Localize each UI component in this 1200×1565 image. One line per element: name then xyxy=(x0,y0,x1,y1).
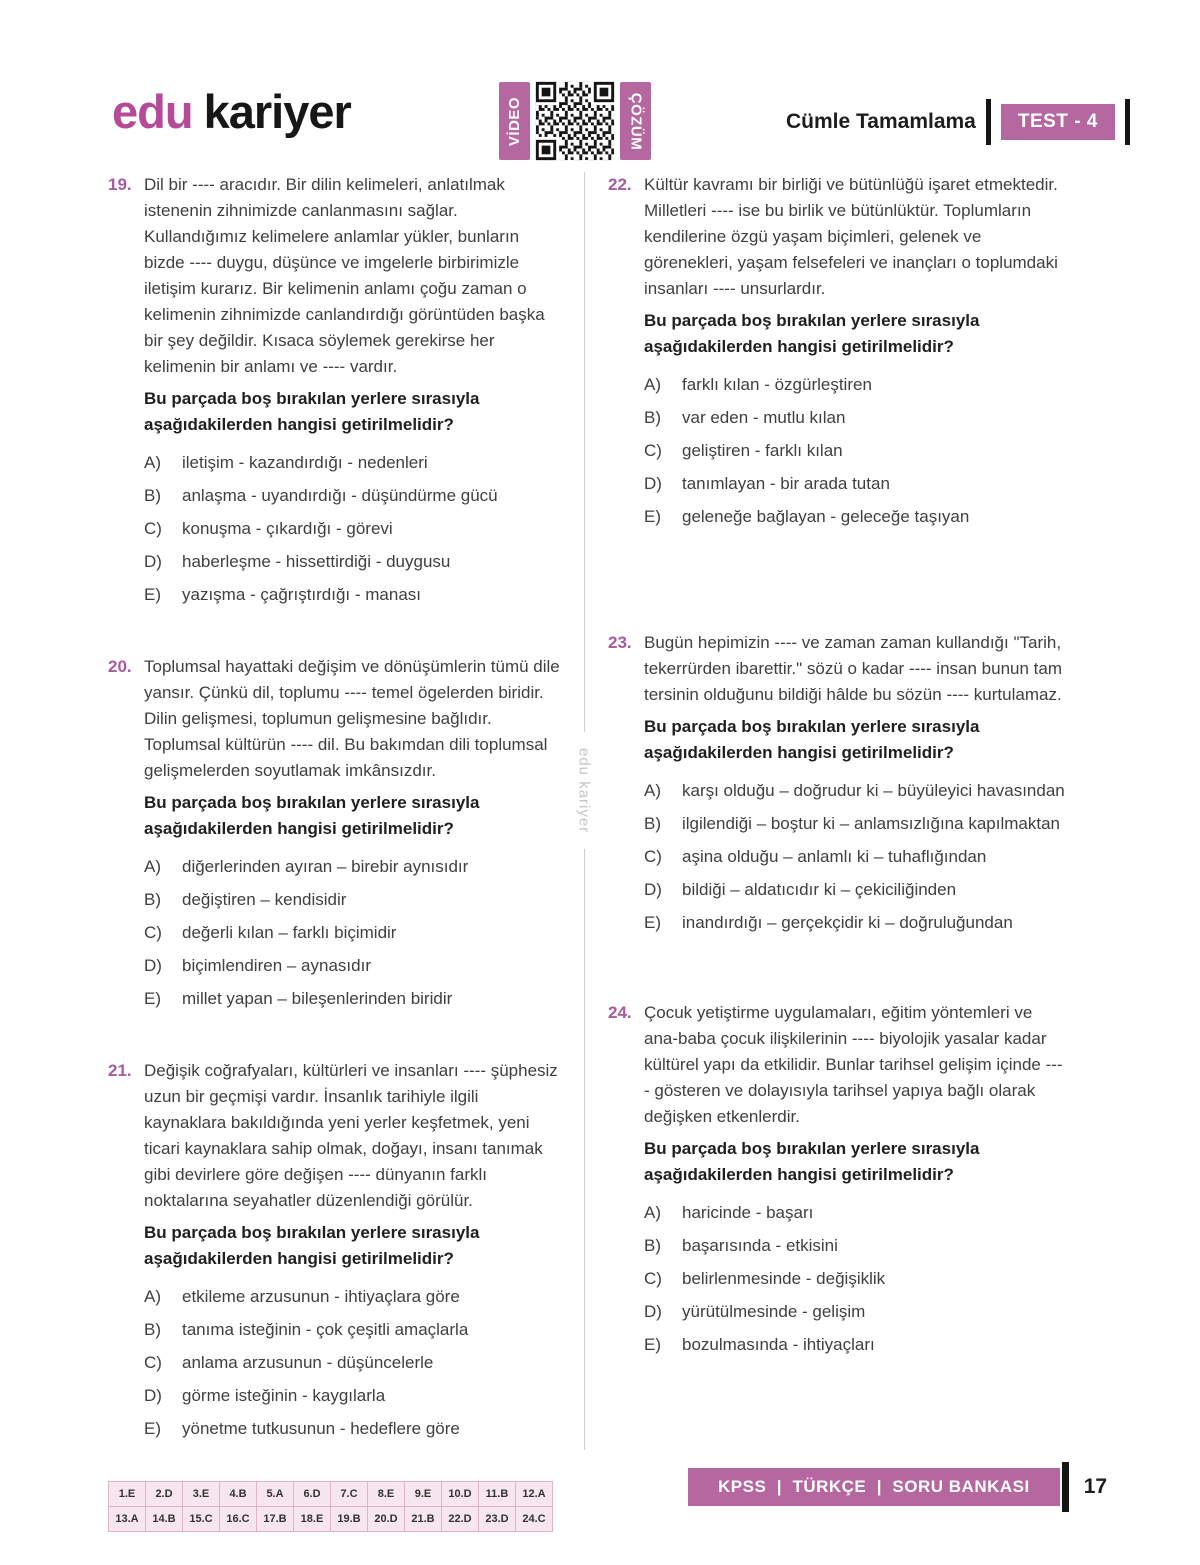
option-letter: A) xyxy=(144,1287,161,1306)
option-d xyxy=(644,1299,1065,1325)
option-e xyxy=(644,504,1065,530)
question-prompt: Bu parçada boş bırakılan yerlere sırasıyla aşağıdakilerden hangisi getirilmelidir? xyxy=(144,793,480,838)
option-text: anlama arzusunun - düşüncelerle xyxy=(182,1353,434,1372)
question-text: Kültür kavramı bir birliği ve bütünlüğü işaret etmektedir. Milletleri ---- ise bu birlik ve bütünlüktür. Toplumların kendilerine özgü yaşam biçimleri, gelenek ve görenekleri, yaşam felsefeleri ve inançları o toplumdaki insanları ---- unsurlardır. xyxy=(644,175,1058,298)
option-text: haricinde - başarı xyxy=(682,1203,814,1222)
question-prompt: Bu parçada boş bırakılan yerlere sırasıyla aşağıdakilerden hangisi getirilmelidir? xyxy=(644,1139,980,1184)
option-text: anlaşma - uyandırdığı - düşündürme gücü xyxy=(182,486,498,505)
answer-cell: 3.E xyxy=(183,1482,220,1507)
option-c xyxy=(144,1350,560,1376)
option-e xyxy=(644,910,1065,936)
option-letter: B) xyxy=(144,1320,161,1339)
question-number: 21. xyxy=(108,1061,132,1080)
answer-cell: 17.B xyxy=(257,1507,294,1532)
left-column xyxy=(108,172,560,1450)
answer-cell: 6.D xyxy=(294,1482,331,1507)
question-20 xyxy=(108,654,560,1012)
video-solution-qr-group xyxy=(499,79,651,163)
question-prompt: Bu parçada boş bırakılan yerlere sırasıyla aşağıdakilerden hangisi getirilmelidir? xyxy=(644,311,980,356)
option-text: millet yapan – bileşenlerinden biridir xyxy=(182,989,453,1008)
logo-edu: edu xyxy=(112,85,193,138)
answer-cell: 11.B xyxy=(479,1482,516,1507)
answer-cell: 7.C xyxy=(331,1482,368,1507)
cozum-label-badge: ÇÖZÜM xyxy=(620,82,651,160)
answer-cell: 19.B xyxy=(331,1507,368,1532)
option-text: geleneğe bağlayan - geleceğe taşıyan xyxy=(682,507,970,526)
option-letter: C) xyxy=(644,441,662,460)
option-text: karşı olduğu – doğrudur ki – büyüleyici havasından xyxy=(682,781,1065,800)
question-columns xyxy=(108,172,1065,1450)
logo-kariyer: kariyer xyxy=(203,85,351,138)
answer-key-row-1 xyxy=(109,1482,553,1507)
option-letter: E) xyxy=(144,1419,161,1438)
option-e xyxy=(144,1416,560,1442)
option-e xyxy=(644,1332,1065,1358)
footer xyxy=(688,1462,1107,1512)
option-b xyxy=(644,811,1065,837)
option-b xyxy=(144,887,560,913)
option-d xyxy=(144,1383,560,1409)
option-text: diğerlerinden ayıran – birebir aynısıdır xyxy=(182,857,469,876)
option-e xyxy=(144,582,560,608)
option-text: başarısında - etkisini xyxy=(682,1236,838,1255)
option-c xyxy=(644,438,1065,464)
answer-cell: 12.A xyxy=(516,1482,553,1507)
answer-cell: 16.C xyxy=(220,1507,257,1532)
answer-cell: 10.D xyxy=(442,1482,479,1507)
option-b xyxy=(644,405,1065,431)
page-number: 17 xyxy=(1083,1475,1108,1498)
question-prompt: Bu parçada boş bırakılan yerlere sırasıyla aşağıdakilerden hangisi getirilmelidir? xyxy=(144,389,480,434)
answer-cell: 18.E xyxy=(294,1507,331,1532)
option-letter: D) xyxy=(644,474,662,493)
option-text: görme isteğinin - kaygılarla xyxy=(182,1386,386,1405)
option-c xyxy=(644,1266,1065,1292)
answer-key-row-2 xyxy=(109,1507,553,1532)
answer-cell: 22.D xyxy=(442,1507,479,1532)
question-23 xyxy=(608,630,1065,936)
option-letter: D) xyxy=(144,1386,162,1405)
option-letter: D) xyxy=(644,1302,662,1321)
option-letter: B) xyxy=(144,486,161,505)
option-text: belirlenmesinde - değişiklik xyxy=(682,1269,886,1288)
options-list xyxy=(644,372,1065,530)
question-text: Değişik coğrafyaları, kültürleri ve insanları ---- şüphesiz uzun bir geçmişi vardır. İnsanlık tarihiyle ilgili kaynaklara bakıldığında yeni yerler keşfetmek, yeni ticari kaynaklara sahip olmak, doğayı, insanı tanımak gibi devirlere göre değişen ---- dünyanın farklı noktalarına seyahatler düzenlendiği görülür. xyxy=(144,1061,558,1210)
column-gap xyxy=(560,172,608,1450)
options-list xyxy=(144,854,560,1012)
answer-cell: 15.C xyxy=(183,1507,220,1532)
brand-logo xyxy=(112,85,351,138)
qr-code-icon xyxy=(533,79,617,163)
answer-cell: 5.A xyxy=(257,1482,294,1507)
option-letter: A) xyxy=(144,453,161,472)
option-c xyxy=(144,516,560,542)
option-letter: E) xyxy=(644,913,661,932)
answer-cell: 1.E xyxy=(109,1482,146,1507)
option-text: değerli kılan – farklı biçimidir xyxy=(182,923,397,942)
option-letter: C) xyxy=(644,847,662,866)
option-text: haberleşme - hissettirdiği - duygusu xyxy=(182,552,451,571)
watermark: edu kariyer xyxy=(576,732,593,849)
section-title: Cümle Tamamlama xyxy=(786,110,976,133)
option-a xyxy=(644,372,1065,398)
option-b xyxy=(144,1317,560,1343)
question-text: Çocuk yetiştirme uygulamaları, eğitim yöntemleri ve ana-baba çocuk ilişkilerinin ---- biyolojik yasalar kadar kültürel yapı da etkilidir. Bunlar tarihsel gelişim içinde ---- gösteren ve dolayısıyla tarihsel yapıya bağlı olarak değişken etkenlerdir. xyxy=(644,1003,1063,1126)
option-text: bildiği – aldatıcıdır ki – çekiciliğinden xyxy=(682,880,957,899)
option-text: geliştiren - farklı kılan xyxy=(682,441,843,460)
header-divider-bar xyxy=(1125,99,1130,145)
option-d xyxy=(644,471,1065,497)
option-d xyxy=(644,877,1065,903)
option-c xyxy=(144,920,560,946)
option-letter: E) xyxy=(644,507,661,526)
question-21 xyxy=(108,1058,560,1442)
option-letter: D) xyxy=(644,880,662,899)
answer-cell: 9.E xyxy=(405,1482,442,1507)
option-letter: C) xyxy=(144,1353,162,1372)
answer-cell: 24.C xyxy=(516,1507,553,1532)
option-a xyxy=(644,1200,1065,1226)
answer-cell: 4.B xyxy=(220,1482,257,1507)
option-letter: A) xyxy=(144,857,161,876)
option-text: değiştiren – kendisidir xyxy=(182,890,347,909)
option-letter: A) xyxy=(644,781,661,800)
option-letter: C) xyxy=(144,923,162,942)
options-list xyxy=(144,450,560,608)
option-a xyxy=(144,1284,560,1310)
option-letter: B) xyxy=(644,1236,661,1255)
option-text: yürütülmesinde - gelişim xyxy=(682,1302,866,1321)
option-letter: D) xyxy=(144,552,162,571)
option-text: farklı kılan - özgürleştiren xyxy=(682,375,872,394)
question-number: 19. xyxy=(108,175,132,194)
question-text: Toplumsal hayattaki değişim ve dönüşümlerin tümü dile yansır. Çünkü dil, toplumu ---- temel ögelerden biridir. Dilin gelişmesi, toplumun gelişmesine bağlıdır. Toplumsal kültürün ---- dil. Bu bakımdan dili toplumsal gelişmelerden soyutlamak imkânsızdır. xyxy=(144,657,560,780)
option-text: ilgilendiği – boştur ki – anlamsızlığına kapılmaktan xyxy=(682,814,1060,833)
option-letter: C) xyxy=(644,1269,662,1288)
option-letter: A) xyxy=(644,1203,661,1222)
answer-key-table xyxy=(108,1481,553,1532)
option-text: aşina olduğu – anlamlı ki – tuhaflığından xyxy=(682,847,987,866)
option-text: iletişim - kazandırdığı - nedenleri xyxy=(182,453,428,472)
footer-banner: KPSS | TÜRKÇE | SORU BANKASI xyxy=(688,1468,1060,1506)
option-letter: B) xyxy=(144,890,161,909)
option-text: bozulmasında - ihtiyaçları xyxy=(682,1335,875,1354)
option-a xyxy=(144,854,560,880)
option-b xyxy=(144,483,560,509)
option-text: tanımlayan - bir arada tutan xyxy=(682,474,890,493)
question-text: Dil bir ---- aracıdır. Bir dilin kelimeleri, anlatılmak istenenin zihnimizde canlanmasını sağlar. Kullandığımız kelimelere anlamlar yükler, bunların bizde ---- duygu, düşünce ve imgelerle birbirimizle iletişim kurarız. Bir kelimenin anlamı çoğu zaman o kelimenin zihnimizde canlandırdığı görüntüden başka bir şey değildir. Kısaca söylemek gerekirse her kelimenin bir anlamı ve ---- vardır. xyxy=(144,175,545,376)
option-text: yazışma - çağrıştırdığı - manası xyxy=(182,585,422,604)
answer-cell: 2.D xyxy=(146,1482,183,1507)
question-19 xyxy=(108,172,560,608)
question-22 xyxy=(608,172,1065,530)
right-column xyxy=(608,172,1065,1450)
option-text: var eden - mutlu kılan xyxy=(682,408,846,427)
header-divider-bar xyxy=(986,99,991,145)
question-prompt: Bu parçada boş bırakılan yerlere sırasıyla aşağıdakilerden hangisi getirilmelidir? xyxy=(644,717,980,762)
option-letter: C) xyxy=(144,519,162,538)
option-letter: E) xyxy=(144,585,161,604)
answer-cell: 20.D xyxy=(368,1507,405,1532)
video-label-badge: VİDEO xyxy=(499,82,530,160)
answer-cell: 8.E xyxy=(368,1482,405,1507)
option-c xyxy=(644,844,1065,870)
option-text: biçimlendiren – aynasıdır xyxy=(182,956,371,975)
question-number: 24. xyxy=(608,1003,632,1022)
question-prompt: Bu parçada boş bırakılan yerlere sırasıyla aşağıdakilerden hangisi getirilmelidir? xyxy=(144,1223,480,1268)
answer-cell: 14.B xyxy=(146,1507,183,1532)
option-text: etkileme arzusunun - ihtiyaçlara göre xyxy=(182,1287,460,1306)
option-e xyxy=(144,986,560,1012)
question-text: Bugün hepimizin ---- ve zaman zaman kullandığı "Tarih, tekerrürden ibarettir." sözü o kadar ---- insan bunun tam tersinin olduğunu bildiği hâlde bu sözün ---- kurtulamaz. xyxy=(644,633,1063,704)
option-text: inandırdığı – gerçekçidir ki – doğruluğundan xyxy=(682,913,1013,932)
question-number: 23. xyxy=(608,633,632,652)
option-letter: B) xyxy=(644,814,661,833)
options-list xyxy=(644,778,1065,936)
option-d xyxy=(144,953,560,979)
option-d xyxy=(144,549,560,575)
option-a xyxy=(144,450,560,476)
test-number-badge: TEST - 4 xyxy=(1001,104,1115,140)
question-number: 22. xyxy=(608,175,632,194)
answer-cell: 21.B xyxy=(405,1507,442,1532)
option-letter: E) xyxy=(644,1335,661,1354)
option-letter: D) xyxy=(144,956,162,975)
option-b xyxy=(644,1233,1065,1259)
options-list xyxy=(144,1284,560,1442)
option-text: konuşma - çıkardığı - görevi xyxy=(182,519,393,538)
option-letter: E) xyxy=(144,989,161,1008)
footer-divider-bar xyxy=(1062,1462,1069,1512)
page-header xyxy=(786,99,1140,145)
options-list xyxy=(644,1200,1065,1358)
answer-cell: 13.A xyxy=(109,1507,146,1532)
option-text: yönetme tutkusunun - hedeflere göre xyxy=(182,1419,460,1438)
question-24 xyxy=(608,1000,1065,1358)
option-letter: A) xyxy=(644,375,661,394)
option-letter: B) xyxy=(644,408,661,427)
option-text: tanıma isteğinin - çok çeşitli amaçlarla xyxy=(182,1320,469,1339)
answer-cell: 23.D xyxy=(479,1507,516,1532)
option-a xyxy=(644,778,1065,804)
question-number: 20. xyxy=(108,657,132,676)
